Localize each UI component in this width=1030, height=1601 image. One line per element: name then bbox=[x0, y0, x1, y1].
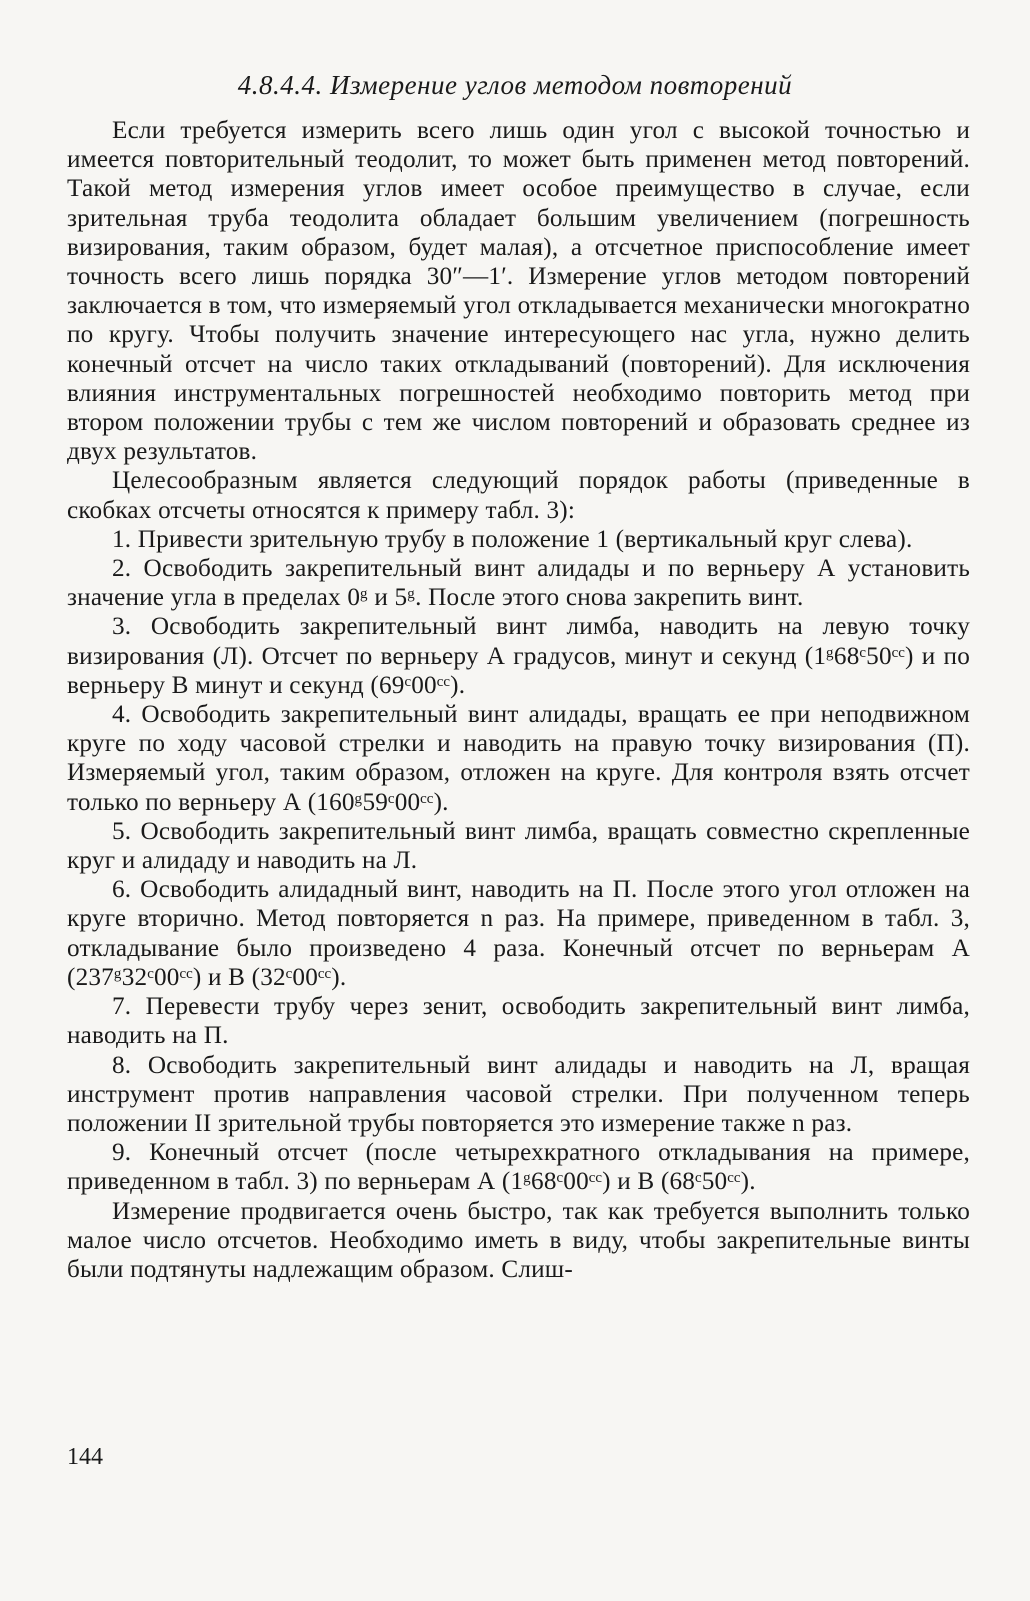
step-6: 6. Освободить алидадный винт, наводить на П. После этого угол отложен на круге вторично. Метод повторяется n раз. На примере, приведенном в табл. 3, откладывание было произведено 4 раза. Конечный отсчет по верньерам А (237ᵍ32ᶜ00ᶜᶜ) и В (32ᶜ00ᶜᶜ). bbox=[67, 876, 970, 991]
step-8: 8. Освободить закрепительный винт алидады и наводить на Л, вращая инструмент против направления часовой стрелки. При полученном теперь положении II зрительной трубы повторяется это измерение также n раз. bbox=[67, 1051, 970, 1137]
section-heading: 4.8.4.4. Измерение углов методом повторений bbox=[237, 70, 793, 100]
step-4: 4. Освободить закрепительный винт алидады, вращать ее при неподвижном круге по ходу часовой стрелки и наводить на правую точку визирования (П). Измеряемый угол, таким образом, отложен на круге. Для контроля взять отсчет только по верньеру А (160ᵍ59ᶜ00ᶜᶜ). bbox=[67, 701, 970, 816]
step-9: 9. Конечный отсчет (после четырехкратного откладывания на примере, приведенном в табл. 3) по верньерам А (1ᵍ68ᶜ00ᶜᶜ) и В (68ᶜ50ᶜᶜ). bbox=[67, 1139, 970, 1196]
step-1: 1. Привести зрительную трубу в положение 1 (вертикальный круг слева). bbox=[112, 525, 913, 553]
page-number: 144 bbox=[67, 1444, 103, 1470]
paragraph-closing: Измерение продвигается очень быстро, так как требуется выполнить только малое число отсчетов. Необходимо иметь в виду, чтобы закрепительные винты были подтянуты надлежащим образом. Слиш- bbox=[67, 1197, 970, 1283]
paragraph-procedure-intro: Целесообразным является следующий порядок работы (приведенные в скобках отсчеты относятся к примеру табл. 3): bbox=[67, 467, 970, 524]
body-text bbox=[67, 116, 970, 1284]
step-3: 3. Освободить закрепительный винт лимба, наводить на левую точку визирования (Л). Отсчет по верньеру А градусов, минут и секунд (1ᵍ68ᶜ50ᶜᶜ) и по верньеру В минут и секунд (69ᶜ00ᶜᶜ). bbox=[67, 613, 970, 699]
paragraph-intro: Если требуется измерить всего лишь один угол с высокой точностью и имеется повторительный теодолит, то может быть применен метод повторений. Такой метод измерения углов имеет особое преимущество в случае, если зрительная труба теодолита обладает большим увеличением (погрешность визирования, таким образом, будет малая), а отсчетное приспособление имеет точность всего лишь порядка 30″—1′. Измерение углов методом повторений заключается в том, что измеряемый угол откладывается механически многократно по кругу. Чтобы получить значение интересующего нас угла, нужно делить конечный отсчет на число таких откладываний (повторений). Для исключения влияния инструментальных погрешностей необходимо повторить метод при втором положении трубы с тем же числом повторений и образовать среднее из двух результатов. bbox=[67, 117, 970, 466]
step-2: 2. Освободить закрепительный винт алидады и по верньеру А установить значение угла в пределах 0ᵍ и 5ᵍ. После этого снова закрепить винт. bbox=[67, 555, 970, 612]
step-5: 5. Освободить закрепительный винт лимба, вращать совместно скрепленные круг и алидаду и наводить на Л. bbox=[67, 817, 970, 875]
step-7: 7. Перевести трубу через зенит, освободить закрепительный винт лимба, наводить на П. bbox=[67, 993, 970, 1050]
